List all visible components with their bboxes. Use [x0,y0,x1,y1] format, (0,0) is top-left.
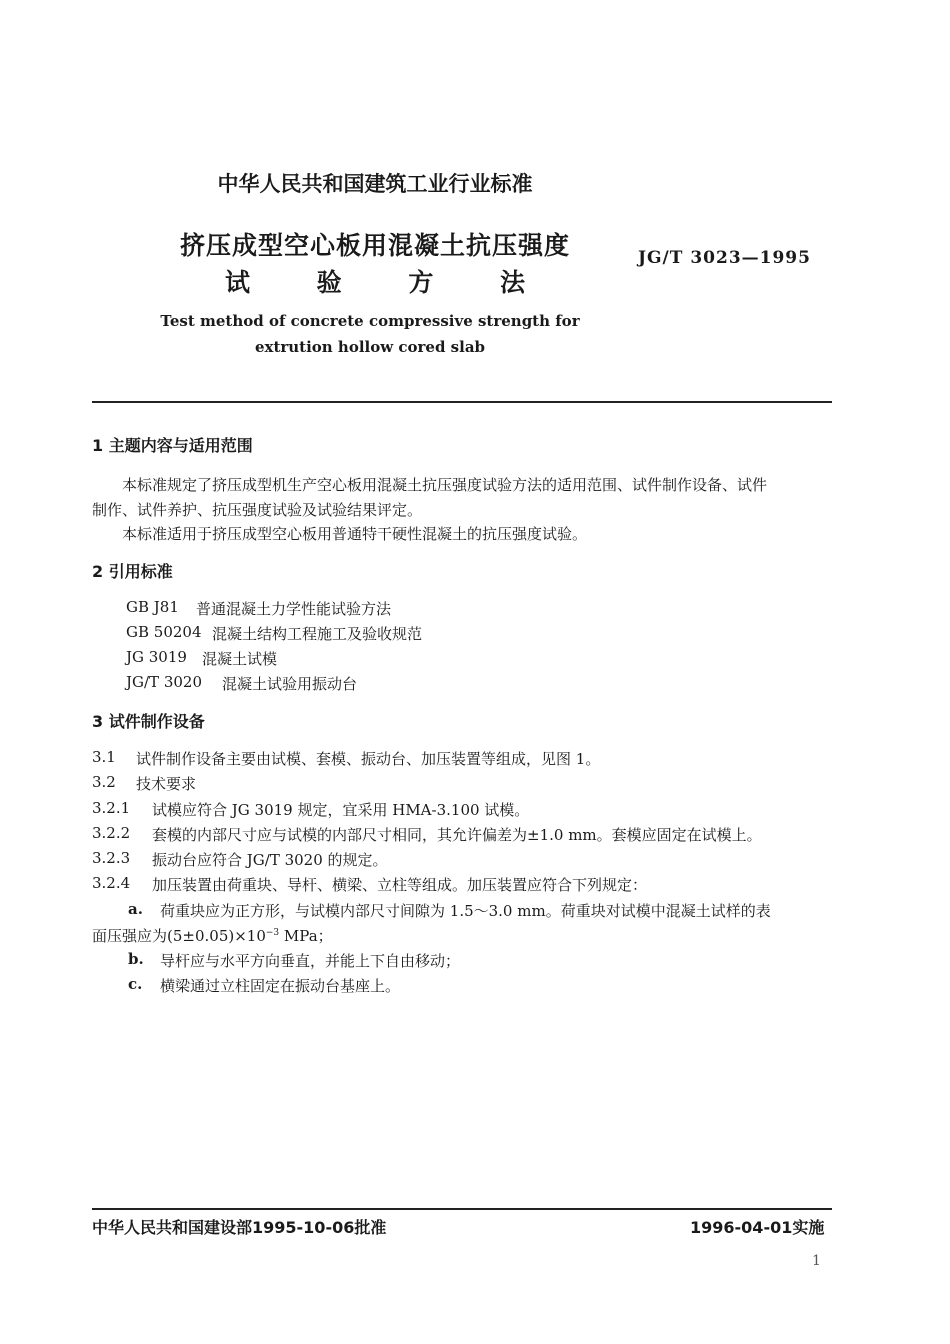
reference-title: 普通混凝土力学性能试验方法 [196,600,392,618]
clause-number: 3.2.2 [92,824,131,842]
title-sub-char: 法 [499,268,525,297]
reference-code: GB 50204 [126,623,202,641]
clause-number: 3.2.3 [92,849,131,867]
sub-item-a-line-1: 荷重块应为正方形，与试模内部尺寸间隙为 1.5～3.0 mm。荷重块对试模中混凝土试样的表 [160,902,771,920]
title-sub-char: 试 [225,268,251,297]
sub-item-a-line-2 [92,925,333,946]
section-1-paragraph-1-line-2: 制作、试件养护、抗压强度试验及试验结果评定。 [92,501,423,519]
section-1-paragraph-2: 本标准适用于挤压成型空心板用普通特干硬性混凝土的抗压强度试验。 [122,525,588,543]
reference-title: 混凝土试验用振动台 [222,675,358,693]
title-sub-char: 验 [316,268,342,297]
clause-text: 技术要求 [136,775,197,793]
reference-code: JG/T 3020 [126,673,202,691]
reference-title: 混凝土结构工程施工及验收规范 [212,625,423,643]
sub-item-c: 横梁通过立柱固定在振动台基座上。 [160,977,401,995]
clause-number: 3.1 [92,748,116,766]
section-3-heading: 3 试件制作设备 [92,712,205,731]
sub-item-a-line-2-pre: 面压强应为(5±0.05)×10 [92,927,266,945]
clause-number: 3.2.4 [92,874,131,892]
clause-number: 3.2 [92,773,116,791]
clause-text: 试件制作设备主要由试模、套模、振动台、加压装置等组成，见图 1。 [136,750,601,768]
issuing-agency: 中华人民共和国建筑工业行业标准 [217,172,533,196]
implementation-date: 1996-04-01实施 [690,1218,825,1237]
list-marker-c: c. [128,975,143,993]
english-title-line-2: extrution hollow cored slab [254,338,486,356]
clause-text: 套模的内部尺寸应与试模的内部尺寸相同，其允许偏差为±1.0 mm。套模应固定在试模上。 [152,826,762,844]
footer-divider [92,1208,832,1210]
clause-number: 3.2.1 [92,799,131,817]
document-title: 挤压成型空心板用混凝土抗压强度 [179,231,570,260]
list-marker-b: b. [128,950,144,968]
title-sub-char: 方 [408,268,434,297]
header-divider [92,401,832,403]
reference-title: 混凝土试模 [202,650,278,668]
approval-statement: 中华人民共和国建设部1995-10-06批准 [92,1218,387,1237]
sub-item-a-line-2-post: MPa； [279,927,333,945]
clause-text: 振动台应符合 JG/T 3020 的规定。 [152,851,388,869]
reference-code: GB J81 [126,598,179,616]
sub-item-b: 导杆应与水平方向垂直，并能上下自由移动； [160,952,461,970]
reference-code: JG 3019 [126,648,187,666]
list-marker-a: a. [128,900,143,918]
section-1-heading: 1 主题内容与适用范围 [92,436,253,455]
document-title-subline [225,263,525,299]
exponent: −3 [265,928,280,938]
section-2-heading: 2 引用标准 [92,562,173,581]
clause-text: 试模应符合 JG 3019 规定，宜采用 HMA-3.100 试模。 [152,801,530,819]
standard-code: JG/T 3023—1995 [638,248,811,268]
section-1-paragraph-1-line-1: 本标准规定了挤压成型机生产空心板用混凝土抗压强度试验方法的适用范围、试件制作设备、试件 [122,476,768,494]
clause-text: 加压装置由荷重块、导杆、横梁、立柱等组成。加压装置应符合下列规定： [152,876,648,894]
english-title-line-1: Test method of concrete compressive strength for [160,312,580,330]
page-number: 1 [812,1253,821,1269]
